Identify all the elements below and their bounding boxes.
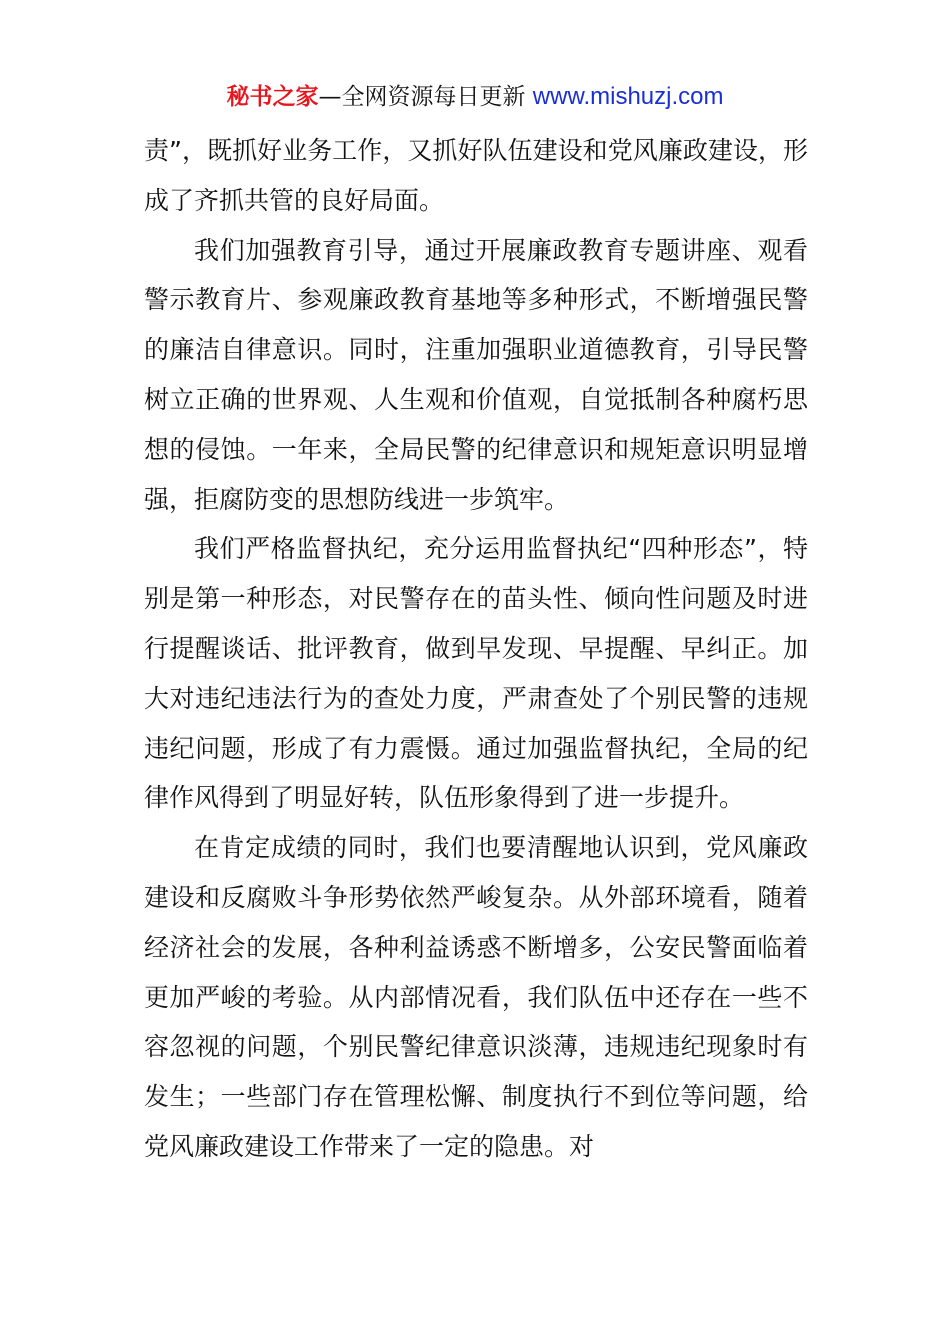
document-body	[144, 126, 808, 1172]
paragraph-supervision: 我们严格监督执纪，充分运用监督执纪“四种形态”，特别是第一种形态，对民警存在的苗头性、倾向性问题及时进行提醒谈话、批评教育，做到早发现、早提醒、早纠正。加大对违纪违法行为的查处力度，严肃查处了个别民警的违规违纪问题，形成了有力震慑。通过加强监督执纪，全局的纪律作风得到了明显好转，队伍形象得到了进一步提升。	[144, 534, 808, 813]
paragraph-continued: 责”，既抓好业务工作，又抓好队伍建设和党风廉政建设，形成了齐抓共管的良好局面。	[144, 136, 808, 215]
paragraph-situation: 在肯定成绩的同时，我们也要清醒地认识到，党风廉政建设和反腐败斗争形势依然严峻复杂。从外部环境看，随着经济社会的发展，各种利益诱惑不断增多，公安民警面临着更加严峻的考验。从内部情况看，我们队伍中还存在一些不容忽视的问题，个别民警纪律意识淡薄，违规违纪现象时有发生；一些部门存在管理松懈、制度执行不到位等问题，给党风廉政建设工作带来了一定的隐患。对	[144, 833, 808, 1161]
brand-name: 秘书之家	[226, 84, 319, 110]
page-header	[0, 80, 950, 114]
header-tagline: —全网资源每日更新	[318, 84, 533, 110]
site-url-link[interactable]: www.mishuzj.com	[532, 83, 724, 110]
paragraph-education: 我们加强教育引导，通过开展廉政教育专题讲座、观看警示教育片、参观廉政教育基地等多种形式，不断增强民警的廉洁自律意识。同时，注重加强职业道德教育，引导民警树立正确的世界观、人生观和价值观，自觉抵制各种腐朽思想的侵蚀。一年来，全局民警的纪律意识和规矩意识明显增强，拒腐防变的思想防线进一步筑牢。	[144, 235, 808, 514]
